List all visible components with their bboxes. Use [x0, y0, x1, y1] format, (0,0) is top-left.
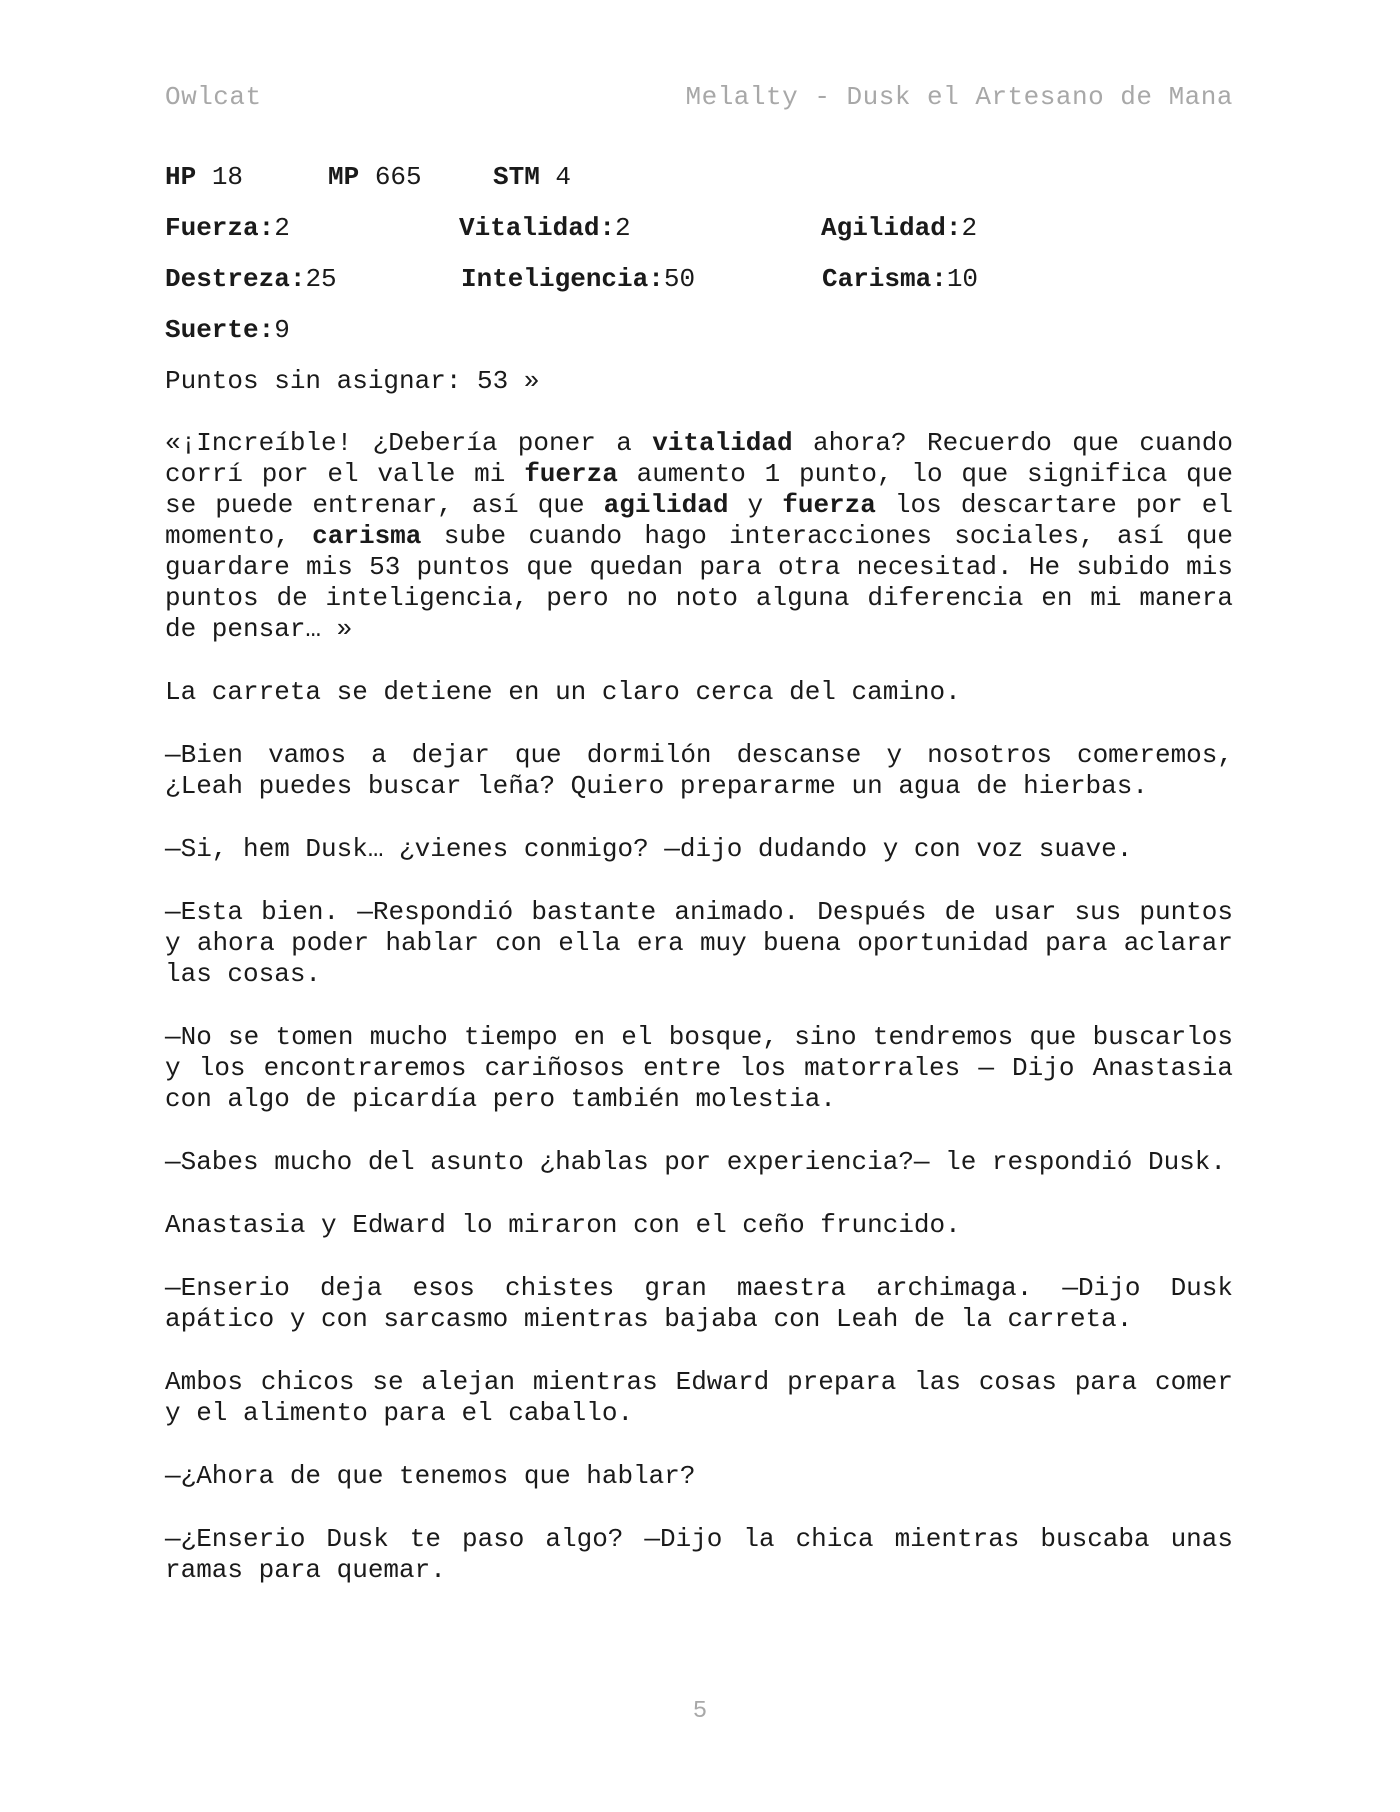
paragraph: —Si, hem Dusk… ¿vienes conmigo? —dijo dudando y con voz suave.: [165, 834, 1133, 864]
stats-block: [165, 162, 1233, 430]
story-body: [165, 428, 1233, 1618]
header-title: Melalty - Dusk el Artesano de Mana: [685, 82, 1233, 112]
paragraph: Ambos chicos se alejan mientras Edward prepara las cosas para comer y el alimento para el caballo.: [165, 1367, 1233, 1428]
stat-vitalidad: [459, 213, 631, 243]
page-header: [165, 82, 1233, 112]
bold-term: vitalidad: [652, 428, 793, 458]
paragraph: La carreta se detiene en un claro cerca del camino.: [165, 677, 961, 707]
stats-row-3: [165, 315, 1233, 366]
stat-vitalidad-value: 2: [615, 213, 631, 243]
stat-stm-value: 4: [555, 162, 572, 192]
page-number: 5: [692, 1698, 708, 1725]
stat-carisma-label: Carisma:: [822, 264, 947, 294]
paragraph-thoughts: [165, 428, 1233, 645]
stat-suerte-label: Suerte:: [165, 315, 275, 345]
stat-carisma-value: 10: [946, 264, 979, 294]
paragraph: —Enserio deja esos chistes gran maestra archimaga. —Dijo Dusk apático y con sarcasmo mientras bajaba con Leah de la carreta.: [165, 1273, 1233, 1334]
stat-hp: [165, 162, 243, 192]
stat-mp: [328, 162, 422, 192]
paragraph: —No se tomen mucho tiempo en el bosque, sino tendremos que buscarlos y los encontraremos cariñosos entre los matorrales — Dijo Anastasia con algo de picardía pero también molestia.: [165, 1022, 1233, 1114]
stat-suerte-value: 9: [274, 315, 290, 345]
stat-fuerza: [165, 213, 290, 243]
stat-fuerza-label: Fuerza:: [165, 213, 275, 243]
paragraph: —Esta bien. —Respondió bastante animado. Después de usar sus puntos y ahora poder hablar con ella era muy buena oportunidad para aclarar las cosas.: [165, 897, 1233, 989]
stat-agilidad-value: 2: [961, 213, 978, 243]
stat-carisma: [822, 264, 978, 294]
stat-destreza-value: 25: [305, 264, 337, 294]
stat-stm-label: STM: [493, 162, 540, 192]
stat-hp-value: 18: [211, 162, 244, 192]
stats-row-2: [165, 264, 1233, 315]
stat-agilidad-label: Agilidad:: [821, 213, 962, 243]
text-span: «¡Increíble! ¿Debería poner a: [165, 428, 653, 458]
unassigned-points: Puntos sin asignar: 53 »: [165, 366, 540, 396]
stat-hp-label: HP: [165, 162, 197, 192]
stat-destreza-label: Destreza:: [165, 264, 306, 294]
bold-term: fuerza: [524, 459, 618, 489]
stat-inteligencia-value: 50: [663, 264, 696, 294]
bold-term: agilidad: [603, 490, 729, 520]
bold-term: carisma: [312, 521, 422, 551]
stats-row-1: [165, 213, 1233, 264]
stat-mp-value: 665: [374, 162, 422, 192]
text-span: ahora? Recuerdo que cuando corrí por el valle mi: [165, 428, 1233, 489]
stat-inteligencia-label: Inteligencia:: [461, 264, 664, 294]
stat-agilidad: [821, 213, 977, 243]
stat-stm: [493, 162, 571, 192]
stat-mp-label: MP: [328, 162, 360, 192]
stat-destreza: [165, 264, 337, 294]
stat-vitalidad-label: Vitalidad:: [459, 213, 616, 243]
text-span: y: [728, 490, 783, 520]
paragraph: Anastasia y Edward lo miraron con el ceño fruncido.: [165, 1210, 961, 1240]
text-span: aumento 1 punto, lo que significa que se puede entrenar, así que: [165, 459, 1233, 520]
paragraph: —Sabes mucho del asunto ¿hablas por experiencia?— le respondió Dusk.: [165, 1147, 1226, 1177]
text-span: sube cuando hago interacciones sociales, así que guardare mis 53 puntos que quedan para otra necesitad. He subido mis puntos de inteligencia, pero no noto alguna diferencia en mi manera de pensar… »: [165, 521, 1233, 644]
header-author: Owlcat: [165, 82, 262, 112]
paragraph: —Bien vamos a dejar que dormilón descanse y nosotros comeremos, ¿Leah puedes buscar leña? Quiero prepararme un agua de hierbas.: [165, 740, 1233, 801]
stat-suerte: [165, 315, 290, 345]
bold-term: fuerza: [782, 490, 876, 520]
text-span: los descartare por el momento,: [165, 490, 1234, 551]
paragraph: —¿Enserio Dusk te paso algo? —Dijo la chica mientras buscaba unas ramas para quemar.: [165, 1524, 1233, 1585]
stats-row-vitals: [165, 162, 1233, 213]
stat-fuerza-value: 2: [274, 213, 290, 243]
paragraph: —¿Ahora de que tenemos que hablar?: [165, 1461, 696, 1491]
stat-inteligencia: [461, 264, 695, 294]
